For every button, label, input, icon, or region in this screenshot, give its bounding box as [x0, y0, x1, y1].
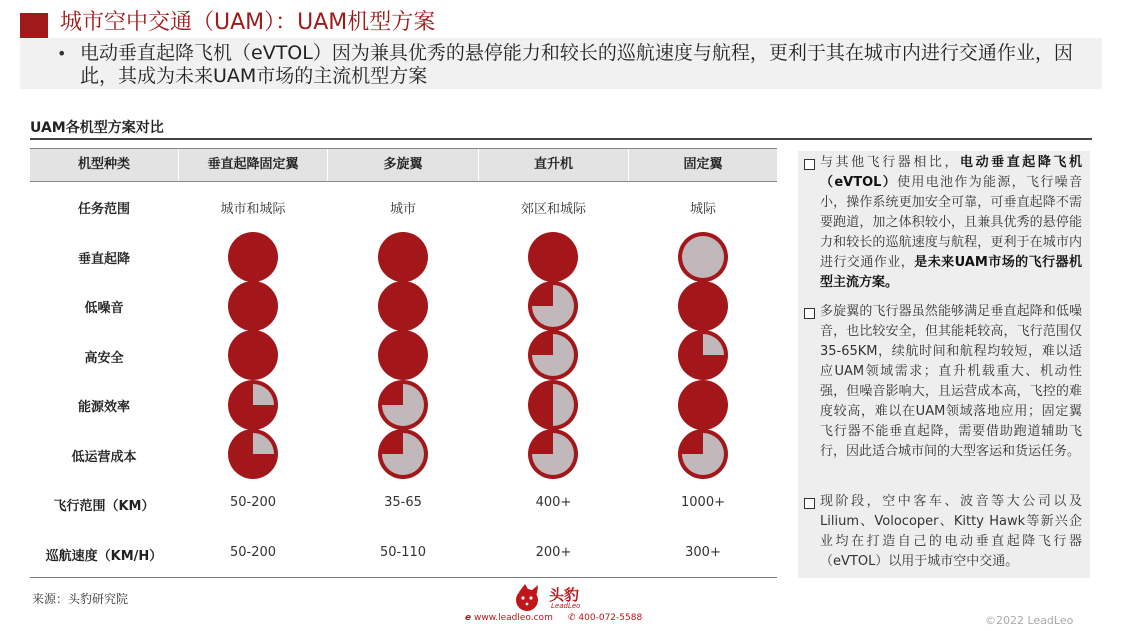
table-bottom-rule [30, 577, 777, 578]
mission-cell: 郊区和城际 [520, 202, 586, 217]
range-cell: 50-200 [229, 495, 277, 510]
table-title-rule [30, 138, 1092, 140]
header-cell: 直升机 [533, 157, 573, 172]
phone-text: 400-072-5588 [578, 613, 643, 623]
note-text: 现阶段，空中客车、波音等大公司以及Lilium、Volocoper、Kitty Hawk等新兴企业均在打造自己的电动垂直起降飞行器（eVTOL）以用于城市空中交通。 [820, 494, 1082, 569]
harvey-ball [225, 229, 281, 285]
summary-text: 电动垂直起降飞机（eVTOL）因为兼具优秀的悬停能力和较长的巡航速度与航程，更利于其在城市内进行交通作业，因此，其成为未来UAM市场的主流机型方案 [80, 42, 1073, 87]
web-e-icon: e [465, 613, 472, 623]
logo-wordmark: 头豹 [549, 586, 580, 604]
mission-cell: 城市 [389, 202, 416, 217]
harvey-ball [375, 278, 431, 334]
checkbox-bullet-icon [804, 498, 815, 509]
row-label: 任务范围 [77, 202, 130, 217]
harvey-ball [525, 278, 581, 334]
speed-cell: 200+ [535, 545, 572, 560]
harvey-ball [525, 377, 581, 433]
row-label: 巡航速度（KM/H） [45, 549, 163, 564]
speed-cell: 50-110 [379, 545, 427, 560]
harvey-ball [675, 229, 731, 285]
harvey-ball [375, 229, 431, 285]
row-label: 垂直起降 [77, 252, 130, 267]
page-title: 城市空中交通（UAM）：UAM机型方案 [60, 10, 436, 35]
harvey-ball [375, 426, 431, 482]
logo-subtext: LeadLeo [551, 602, 581, 610]
harvey-ball [375, 377, 431, 433]
mission-cell: 城市和城际 [220, 202, 286, 217]
range-cell: 35-65 [384, 495, 422, 510]
harvey-ball [375, 327, 431, 383]
harvey-ball [675, 327, 731, 383]
table-header [30, 148, 777, 182]
harvey-ball [675, 278, 731, 334]
phone-contact [568, 613, 642, 623]
phone-icon: ✆ [568, 613, 576, 623]
note-text: 与其他飞行器相比，电动垂直起降飞机（eVTOL）使用电池作为能源，飞行噪音小，操作系统更加安全可靠，可垂直起降不需要跑道，加之体积较小，且兼具优秀的悬停能力和较长的巡航速度与航程，更利于在城市内进行交通作业，是未来UAM市场的飞行器机型主流方案。 [820, 155, 1082, 290]
harvey-ball [675, 426, 731, 482]
website-link[interactable] [465, 613, 553, 623]
harvey-ball [225, 426, 281, 482]
header-cell: 多旋翼 [383, 157, 423, 172]
table-title: UAM各机型方案对比 [30, 120, 164, 136]
checkbox-bullet-icon [804, 159, 815, 170]
row-label: 低噪音 [84, 301, 124, 316]
title-accent-block [20, 13, 48, 41]
harvey-ball [675, 377, 731, 433]
harvey-ball [225, 327, 281, 383]
header-cell: 机型种类 [77, 157, 130, 172]
copyright-text: ©2022 LeadLeo [985, 614, 1074, 627]
range-cell: 1000+ [681, 495, 725, 510]
note-text: 多旋翼的飞行器虽然能够满足垂直起降和低噪音，也比较安全，但其能耗较高，飞行范围仅35-65KM，续航时间和航程均较短，难以适应UAM领域需求；直升机载重大、机动性强，但噪音影响大，且运营成本高，飞控的难度较高，难以在UAM领域落地应用；固定翼飞行器不能垂直起降，需要借助跑道辅助飞行，因此适合城市间的大型客运和货运任务。 [820, 304, 1082, 459]
harvey-ball [225, 377, 281, 433]
speed-cell: 300+ [685, 545, 721, 560]
row-label: 飞行范围（KM） [53, 499, 155, 514]
header-cell: 固定翼 [683, 157, 723, 172]
row-label: 低运营成本 [71, 450, 137, 465]
checkbox-bullet-icon [804, 308, 815, 319]
source-note: 来源：头豹研究院 [32, 592, 129, 606]
range-cell: 400+ [535, 495, 572, 510]
row-label: 高安全 [84, 351, 124, 366]
harvey-ball [525, 229, 581, 285]
harvey-ball [225, 278, 281, 334]
bullet-icon: • [57, 44, 67, 63]
mission-cell: 城际 [689, 202, 716, 217]
leopard-logo-icon [513, 582, 547, 616]
row-label: 能源效率 [77, 400, 130, 415]
harvey-ball [525, 327, 581, 383]
website-text: www.leadleo.com [473, 613, 553, 623]
notes-panel [798, 151, 1090, 578]
speed-cell: 50-200 [229, 545, 277, 560]
header-cell: 垂直起降固定翼 [207, 157, 299, 172]
harvey-ball [525, 426, 581, 482]
